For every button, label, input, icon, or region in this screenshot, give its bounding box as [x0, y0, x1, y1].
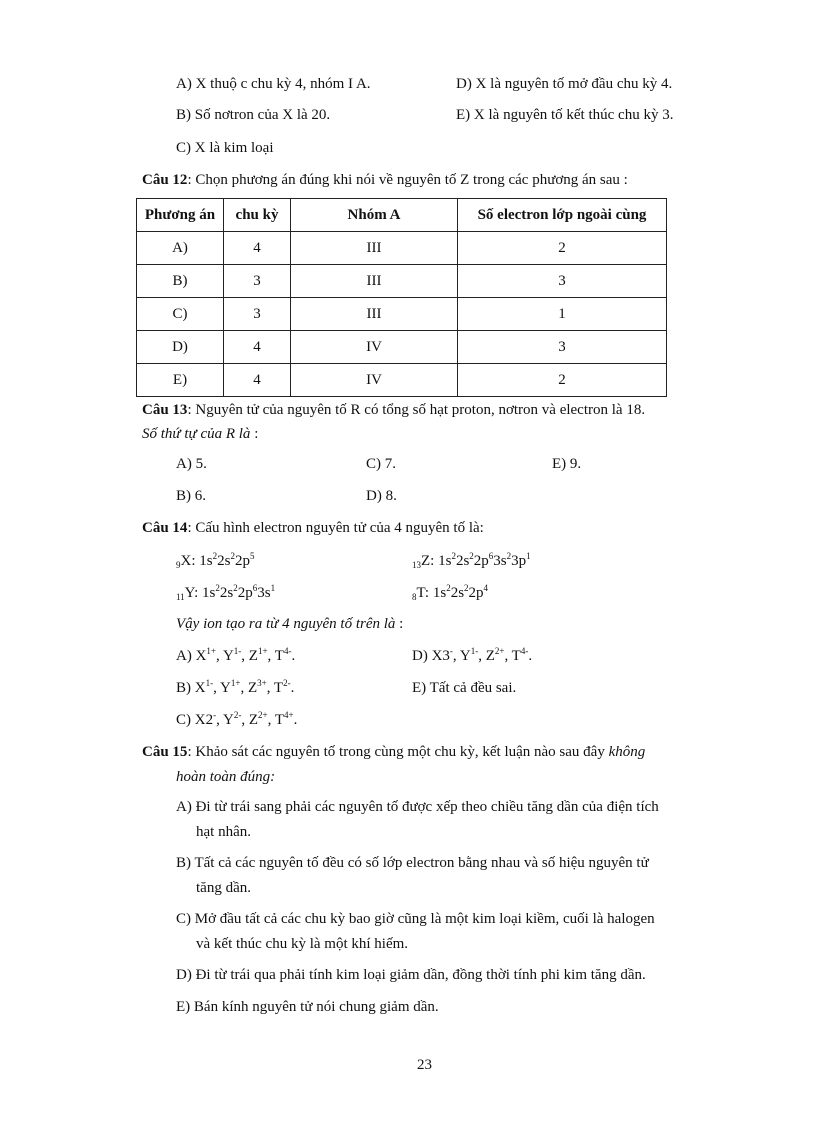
symbol-y: Y: — [184, 585, 199, 601]
table-cell: 2 — [458, 364, 667, 397]
q13-label: Câu 13 — [142, 402, 188, 418]
q11-option-e: E) X là nguyên tố kết thúc chu kỳ 3. — [456, 107, 674, 123]
q15-option-b: B) Tất cả các nguyên tố đều có số lớp electron bằng nhau và số hiệu nguyên tử — [176, 855, 649, 871]
table-header-row — [137, 199, 667, 232]
table-cell: 3 — [224, 298, 291, 331]
q14-option-d: D) X3-, $Y^{1-}$, $Z^{2+}$, $T^{4-}$. — [412, 646, 533, 664]
q13-stem — [142, 402, 645, 419]
q14-subquestion-end: : — [395, 616, 404, 632]
q12-label: Câu 12 — [142, 172, 188, 188]
symbol-z: Z: — [421, 553, 435, 569]
atomic-number-x: 9 — [176, 560, 181, 570]
table-cell: 2 — [458, 232, 667, 265]
table-cell: C) — [137, 298, 224, 331]
table-cell: 1 — [458, 298, 667, 331]
table-cell: III — [291, 232, 458, 265]
table-row — [137, 232, 667, 265]
table-cell: B) — [137, 265, 224, 298]
symbol-t: T: — [416, 585, 430, 601]
q14-option-a: A) $X^{1+}$, $Y^{1-}$, $Z^{1+}$, $T^{4-}$. — [176, 646, 296, 664]
config-z: $_{13}$Z: $1s^22s^22p^63s^23p^1$ — [412, 551, 531, 570]
q13-subquestion-end: : — [250, 426, 259, 442]
table-cell: 3 — [458, 265, 667, 298]
q13-option-e: E) 9. — [552, 456, 582, 472]
q12-stem — [142, 172, 628, 189]
q14-stem — [142, 520, 484, 537]
table-cell: 3 — [224, 265, 291, 298]
q12-table — [136, 198, 667, 397]
q13-option-a: A) 5. — [176, 456, 207, 472]
table-cell: 4 — [224, 331, 291, 364]
table-cell: 4 — [224, 364, 291, 397]
table-header: Phương án — [137, 199, 224, 232]
q14-subquestion — [176, 616, 403, 633]
config-y: $_{11}$Y: $1s^22s^22p^63s^1$ — [176, 583, 276, 602]
table-row — [137, 265, 667, 298]
atomic-number-y: 11 — [176, 592, 185, 602]
table-cell: D) — [137, 331, 224, 364]
q15-text: : Khảo sát các nguyên tố trong cùng một chu kỳ, kết luận nào sau đây — [187, 744, 605, 760]
table-header: Nhóm A — [291, 199, 458, 232]
q13-text: : Nguyên tử của nguyên tố R có tổng số hạt proton, nơtron và electron là 18. — [187, 402, 646, 418]
q14-text: : Cấu hình electron nguyên tử của 4 nguyên tố là: — [187, 520, 484, 536]
table-row — [137, 298, 667, 331]
q11-option-b: B) Số nơtron của X là 20. — [176, 107, 331, 123]
q11-option-a: A) X thuộ c chu kỳ 4, nhóm I A. — [176, 76, 371, 92]
q12-text: : Chọn phương án đúng khi nói về nguyên tố Z trong các phương án sau : — [187, 172, 628, 188]
q15-option-d: D) Đi từ trái qua phải tính kim loại giảm dần, đồng thời tính phi kim tăng dần. — [176, 967, 646, 983]
q13-subquestion — [142, 426, 258, 443]
q15-italic-word: không — [608, 744, 646, 760]
q15-stem — [142, 744, 645, 761]
config-x: $_9$X: $1s^22s^22p^5$ — [176, 551, 255, 570]
q15-option-e: E) Bán kính nguyên tử nói chung giảm dần. — [176, 999, 439, 1015]
atomic-number-z: 13 — [412, 560, 421, 570]
q15-stem-line2: hoàn toàn đúng: — [176, 769, 276, 785]
q11-option-c: C) X là kim loại — [176, 140, 274, 156]
q14-option-b: B) $X^{1-}$, $Y^{1+}$, $Z^{3+}$, $T^{2-}$. — [176, 678, 295, 696]
q15-option-b-cont: tăng dần. — [196, 880, 251, 896]
q15-option-a-cont: hạt nhân. — [196, 824, 251, 840]
q14-option-e: E) Tất cả đều sai. — [412, 680, 517, 696]
q15-option-a: A) Đi từ trái sang phải các nguyên tố được xếp theo chiều tăng dần của điện tích — [176, 799, 659, 815]
table-cell: A) — [137, 232, 224, 265]
table-cell: 3 — [458, 331, 667, 364]
q13-option-d: D) 8. — [366, 488, 397, 504]
table-row — [137, 364, 667, 397]
q13-option-b: B) 6. — [176, 488, 206, 504]
table-cell: III — [291, 298, 458, 331]
table-cell: IV — [291, 331, 458, 364]
symbol-x: X: — [180, 553, 196, 569]
config-t: $_8$T: $1s^22s^22p^4$ — [412, 583, 489, 602]
table-cell: E) — [137, 364, 224, 397]
q13-option-c: C) 7. — [366, 456, 396, 472]
q15-option-c-cont: và kết thúc chu kỳ là một khí hiếm. — [196, 936, 409, 952]
q13-subquestion-text: Số thứ tự của R là — [142, 426, 251, 442]
table-cell: 4 — [224, 232, 291, 265]
atomic-number-t: 8 — [412, 592, 417, 602]
q14-subquestion-text: Vậy ion tạo ra từ 4 nguyên tố trên là — [176, 616, 396, 632]
q14-option-c: C) X2-, $Y^{2-}$, $Z^{2+}$, $T^{4+}$. — [176, 710, 298, 728]
table-header: chu kỳ — [224, 199, 291, 232]
q15-option-c: C) Mở đầu tất cả các chu kỳ bao giờ cũng là một kim loại kiềm, cuối là halogen — [176, 911, 655, 927]
q14-label: Câu 14 — [142, 520, 188, 536]
table-cell: III — [291, 265, 458, 298]
q15-label: Câu 15 — [142, 744, 188, 760]
table-cell: IV — [291, 364, 458, 397]
page-number: 23 — [417, 1057, 432, 1073]
table-row — [137, 331, 667, 364]
table-header: Số electron lớp ngoài cùng — [458, 199, 667, 232]
q11-option-d: D) X là nguyên tố mở đầu chu kỳ 4. — [456, 76, 673, 92]
